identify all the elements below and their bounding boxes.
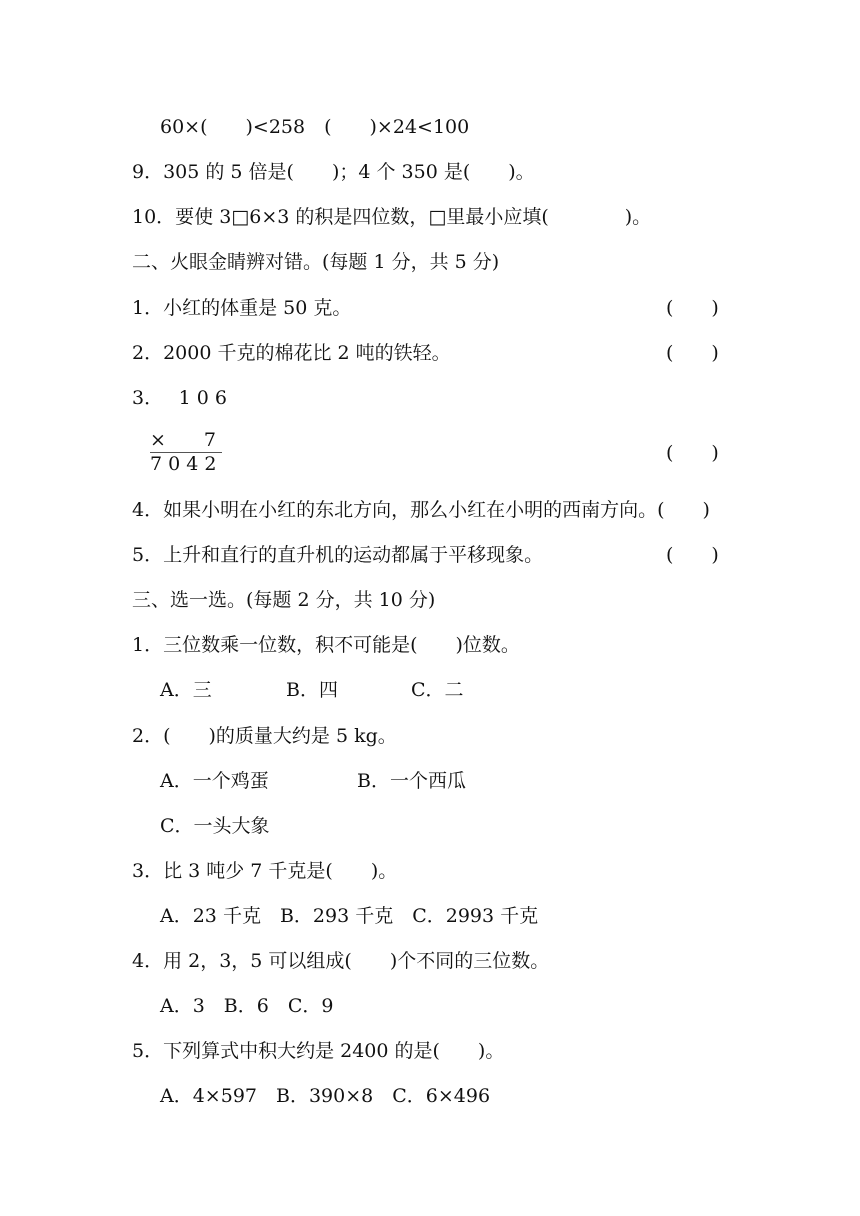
section-2-title: 二、火眼金睛辨对错。(每题 1 分，共 5 分) [132,251,500,273]
judge-1: 1．小红的体重是 50 克。 [132,297,352,319]
judge-3-label: 3． 1 0 6 [132,387,227,409]
choice-1-option-b[interactable]: B．四 [286,679,338,701]
judge-2: 2．2000 千克的棉花比 2 吨的铁轻。 [132,342,451,364]
choice-4-options[interactable]: A．3 B．6 C．9 [160,995,334,1017]
compare-question: 60×( )<258 ( )×24<100 [160,116,470,138]
judge-4: 4．如果小明在小红的东北方向，那么小红在小明的西南方向。( ) [132,499,710,521]
choice-1: 1．三位数乘一位数，积不可能是( )位数。 [132,634,520,656]
vertical-multiplier-row: × 7 [150,429,217,451]
judge-5: 5．上升和直行的直升机的运动都属于平移现象。 [132,544,544,566]
choice-2: 2．( )的质量大约是 5 kg。 [132,725,397,747]
judge-5-answer[interactable]: ( ) [666,544,719,566]
choice-4: 4．用 2，3，5 可以组成( )个不同的三位数。 [132,950,550,972]
vertical-multiplication [150,428,224,476]
choice-1-option-c[interactable]: C．二 [411,679,464,701]
choice-2-option-b[interactable]: B．一个西瓜 [357,770,466,792]
judge-2-answer[interactable]: ( ) [666,342,719,364]
question-10: 10．要使 3□6×3 的积是四位数，□里最小应填( )。 [132,206,652,228]
vertical-rule [150,452,222,453]
choice-5-options[interactable]: A．4×597 B．390×8 C．6×496 [160,1085,491,1107]
choice-5: 5．下列算式中积大约是 2400 的是( )。 [132,1040,505,1062]
section-3-title: 三、选一选。(每题 2 分，共 10 分) [132,589,436,611]
choice-1-option-a[interactable]: A．三 [160,679,212,701]
judge-3-answer[interactable]: ( ) [666,442,719,464]
question-9: 9．305 的 5 倍是( )；4 个 350 是( )。 [132,161,535,183]
vertical-result-row: 7 0 4 2 [150,453,217,475]
choice-2-option-a[interactable]: A．一个鸡蛋 [160,770,269,792]
choice-3: 3．比 3 吨少 7 千克是( )。 [132,860,398,882]
judge-1-answer[interactable]: ( ) [666,297,719,319]
choice-3-options[interactable]: A．23 千克 B．293 千克 C．2993 千克 [160,905,539,927]
choice-2-option-c[interactable]: C．一头大象 [160,815,270,837]
